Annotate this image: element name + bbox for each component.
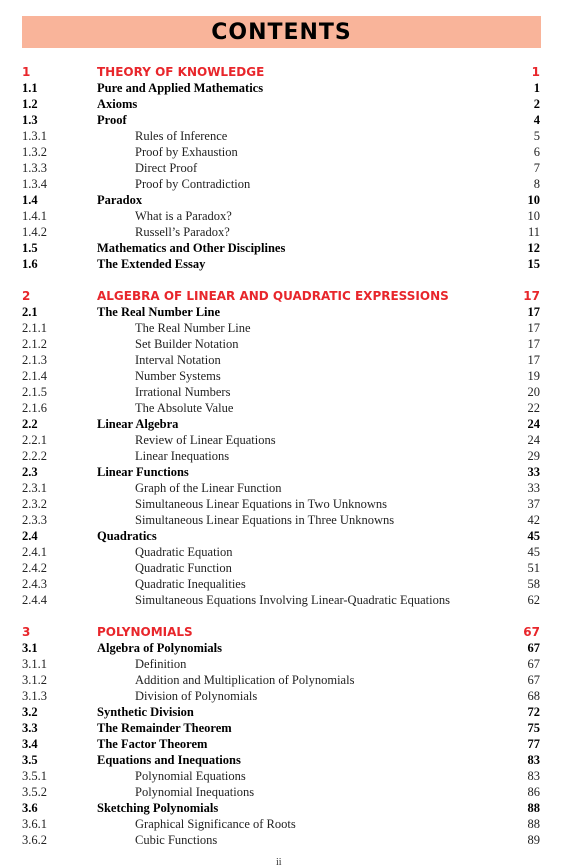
entry-number: 2.4.3 (22, 577, 47, 591)
entry-page: 83 (527, 769, 540, 783)
entry-title: Division of Polynomials (135, 689, 258, 703)
entry-number: 2.2.2 (22, 449, 47, 463)
entry-page: 67 (527, 673, 540, 687)
toc-subsection-row[interactable] (0, 400, 563, 416)
toc-section-row[interactable] (0, 240, 563, 256)
entry-number: 3.4 (22, 737, 38, 751)
entry-title: Polynomial Equations (135, 769, 246, 783)
entry-page: 24 (527, 433, 540, 447)
entry-number: 3.5.2 (22, 785, 47, 799)
entry-page: 17 (527, 337, 540, 351)
chapter-page: 1 (531, 65, 540, 79)
entry-page: 10 (527, 209, 540, 223)
entry-title: Quadratic Inequalities (135, 577, 246, 591)
entry-title: Graph of the Linear Function (135, 481, 282, 495)
entry-page: 12 (527, 241, 540, 255)
entry-page: 11 (527, 225, 540, 239)
table-of-contents (0, 64, 563, 864)
chapter-number: 1 (22, 65, 31, 79)
entry-number: 1.4.2 (22, 225, 47, 239)
entry-page: 45 (527, 529, 540, 543)
entry-number: 1.4 (22, 193, 38, 207)
toc-subsection-row[interactable] (0, 512, 563, 528)
chapter-page: 17 (523, 289, 540, 303)
entry-number: 1.5 (22, 241, 38, 255)
entry-number: 2.1.2 (22, 337, 47, 351)
toc-section-row[interactable] (0, 704, 563, 720)
entry-number: 2.1.3 (22, 353, 47, 367)
chapter-block (0, 624, 563, 848)
entry-page: 7 (533, 161, 540, 175)
entry-number: 3.1.2 (22, 673, 47, 687)
entry-number: 3.6.2 (22, 833, 47, 847)
entry-page: 5 (533, 129, 540, 143)
entry-number: 2.4.4 (22, 593, 47, 607)
entry-title: The Real Number Line (97, 305, 221, 319)
entry-number: 2.3 (22, 465, 38, 479)
entry-number: 1.4.1 (22, 209, 47, 223)
entry-page: 6 (533, 145, 540, 159)
entry-page: 62 (527, 593, 540, 607)
chapter-page: 67 (523, 625, 540, 639)
entry-page: 33 (527, 481, 540, 495)
chapter-title: ALGEBRA OF LINEAR AND QUADRATIC EXPRESSIONS (97, 289, 449, 303)
chapter-block (0, 288, 563, 608)
toc-section-row[interactable] (0, 256, 563, 272)
entry-number: 2.3.1 (22, 481, 47, 495)
toc-subsection-row[interactable] (0, 368, 563, 384)
entry-page: 10 (527, 193, 540, 207)
entry-number: 1.2 (22, 97, 38, 111)
entry-title: Set Builder Notation (135, 337, 239, 351)
toc-subsection-row[interactable] (0, 480, 563, 496)
toc-subsection-row[interactable] (0, 656, 563, 672)
entry-number: 3.3 (22, 721, 38, 735)
toc-subsection-row[interactable] (0, 816, 563, 832)
entry-title: Definition (135, 657, 187, 671)
entry-page: 51 (527, 561, 540, 575)
toc-section-row[interactable] (0, 80, 563, 96)
toc-section-row[interactable] (0, 800, 563, 816)
toc-subsection-row[interactable] (0, 144, 563, 160)
toc-subsection-row[interactable] (0, 496, 563, 512)
toc-subsection-row[interactable] (0, 208, 563, 224)
toc-subsection-row[interactable] (0, 384, 563, 400)
entry-page: 15 (527, 257, 540, 271)
entry-page: 19 (527, 369, 540, 383)
entry-title: Linear Algebra (97, 417, 179, 431)
entry-number: 3.6 (22, 801, 38, 815)
entry-page: 89 (527, 833, 540, 847)
entry-page: 17 (527, 305, 540, 319)
entry-page: 37 (527, 497, 540, 511)
toc-subsection-row[interactable] (0, 544, 563, 560)
entry-page: 77 (527, 737, 540, 751)
entry-title: Axioms (97, 97, 138, 111)
entry-page: 20 (527, 385, 540, 399)
entry-page: 88 (527, 801, 540, 815)
entry-title: Proof by Exhaustion (135, 145, 238, 159)
entry-title: Interval Notation (135, 353, 221, 367)
entry-title: The Real Number Line (135, 321, 251, 335)
toc-subsection-row[interactable] (0, 688, 563, 704)
entry-number: 1.1 (22, 81, 38, 95)
entry-title: Review of Linear Equations (135, 433, 276, 447)
entry-page: 67 (527, 641, 540, 655)
entry-number: 2.1.6 (22, 401, 47, 415)
entry-title: The Absolute Value (135, 401, 234, 415)
toc-section-row[interactable] (0, 736, 563, 752)
entry-page: 2 (533, 97, 540, 111)
chapter-heading[interactable] (0, 64, 563, 80)
entry-title: Simultaneous Linear Equations in Three Unknowns (135, 513, 395, 527)
footer-page-number: ii (276, 857, 282, 868)
entry-number: 3.1 (22, 641, 38, 655)
entry-number: 3.5.1 (22, 769, 47, 783)
toc-subsection-row[interactable] (0, 352, 563, 368)
toc-section-row[interactable] (0, 96, 563, 112)
chapter-block (0, 64, 563, 272)
entry-number: 2.1.1 (22, 321, 47, 335)
toc-subsection-row[interactable] (0, 672, 563, 688)
entry-title: What is a Paradox? (135, 209, 232, 223)
entry-number: 2.4 (22, 529, 38, 543)
entry-title: Rules of Inference (135, 129, 228, 143)
entry-number: 2.1 (22, 305, 38, 319)
toc-subsection-row[interactable] (0, 784, 563, 800)
toc-subsection-row[interactable] (0, 832, 563, 848)
entry-title: Synthetic Division (97, 705, 194, 719)
entry-title: Linear Functions (97, 465, 189, 479)
entry-number: 1.3 (22, 113, 38, 127)
entry-number: 1.3.4 (22, 177, 47, 191)
chapter-heading[interactable] (0, 288, 563, 304)
entry-page: 17 (527, 321, 540, 335)
toc-subsection-row[interactable] (0, 320, 563, 336)
toc-subsection-row[interactable] (0, 224, 563, 240)
toc-subsection-row[interactable] (0, 768, 563, 784)
entry-number: 2.1.4 (22, 369, 47, 383)
entry-title: The Extended Essay (97, 257, 206, 271)
entry-page: 33 (527, 465, 540, 479)
entry-number: 3.5 (22, 753, 38, 767)
chapter-number: 2 (22, 289, 31, 303)
entry-page: 29 (527, 449, 540, 463)
entry-number: 2.4.2 (22, 561, 47, 575)
entry-number: 1.3.3 (22, 161, 47, 175)
entry-number: 2.2 (22, 417, 38, 431)
entry-title: Algebra of Polynomials (97, 641, 222, 655)
entry-title: Addition and Multiplication of Polynomials (135, 673, 355, 687)
entry-page: 75 (527, 721, 540, 735)
toc-subsection-row[interactable] (0, 560, 563, 576)
entry-title: Equations and Inequations (97, 753, 241, 767)
chapter-title: POLYNOMIALS (97, 625, 193, 639)
toc-subsection-row[interactable] (0, 176, 563, 192)
entry-number: 3.6.1 (22, 817, 47, 831)
entry-page: 22 (527, 401, 540, 415)
page-title: CONTENTS (211, 19, 352, 45)
entry-page: 17 (527, 353, 540, 367)
chapter-title: THEORY OF KNOWLEDGE (97, 65, 265, 79)
entry-page: 58 (527, 577, 540, 591)
entry-page: 83 (527, 753, 540, 767)
entry-number: 2.2.1 (22, 433, 47, 447)
entry-number: 2.1.5 (22, 385, 47, 399)
entry-title: Simultaneous Equations Involving Linear-Quadratic Equations (135, 593, 450, 607)
chapter-number: 3 (22, 625, 31, 639)
entry-title: Sketching Polynomials (97, 801, 219, 815)
entry-title: Linear Inequations (135, 449, 230, 463)
entry-title: Russell’s Paradox? (135, 225, 230, 239)
toc-subsection-row[interactable] (0, 432, 563, 448)
entry-title: Quadratics (97, 529, 157, 543)
entry-page: 42 (527, 513, 540, 527)
entry-page: 1 (533, 81, 540, 95)
toc-subsection-row[interactable] (0, 592, 563, 608)
entry-number: 3.1.3 (22, 689, 47, 703)
entry-number: 3.1.1 (22, 657, 47, 671)
entry-title: The Factor Theorem (97, 737, 208, 751)
entry-page: 88 (527, 817, 540, 831)
entry-page: 4 (533, 113, 540, 127)
toc-subsection-row[interactable] (0, 160, 563, 176)
entry-title: Pure and Applied Mathematics (97, 81, 264, 95)
entry-title: Graphical Significance of Roots (135, 817, 296, 831)
contents-banner (22, 16, 541, 48)
toc-section-row[interactable] (0, 304, 563, 320)
entry-title: The Remainder Theorem (97, 721, 232, 735)
entry-page: 67 (527, 657, 540, 671)
entry-page: 24 (527, 417, 540, 431)
entry-title: Direct Proof (135, 161, 198, 175)
entry-title: Paradox (97, 193, 143, 207)
toc-subsection-row[interactable] (0, 128, 563, 144)
toc-section-row[interactable] (0, 416, 563, 432)
entry-page: 8 (533, 177, 540, 191)
entry-title: Proof (97, 113, 127, 127)
toc-subsection-row[interactable] (0, 576, 563, 592)
entry-title: Polynomial Inequations (135, 785, 255, 799)
entry-number: 1.3.1 (22, 129, 47, 143)
entry-number: 2.3.3 (22, 513, 47, 527)
toc-subsection-row[interactable] (0, 336, 563, 352)
entry-number: 2.3.2 (22, 497, 47, 511)
entry-title: Mathematics and Other Disciplines (97, 241, 286, 255)
toc-section-row[interactable] (0, 192, 563, 208)
entry-title: Quadratic Equation (135, 545, 233, 559)
toc-section-row[interactable] (0, 720, 563, 736)
entry-title: Quadratic Function (135, 561, 232, 575)
entry-title: Proof by Contradiction (135, 177, 251, 191)
toc-section-row[interactable] (0, 528, 563, 544)
toc-subsection-row[interactable] (0, 448, 563, 464)
entry-title: Cubic Functions (135, 833, 218, 847)
chapter-heading[interactable] (0, 624, 563, 640)
toc-section-row[interactable] (0, 640, 563, 656)
toc-section-row[interactable] (0, 112, 563, 128)
toc-section-row[interactable] (0, 752, 563, 768)
entry-title: Number Systems (135, 369, 221, 383)
entry-page: 72 (527, 705, 540, 719)
entry-number: 2.4.1 (22, 545, 47, 559)
toc-section-row[interactable] (0, 464, 563, 480)
entry-number: 1.3.2 (22, 145, 47, 159)
entry-number: 1.6 (22, 257, 38, 271)
entry-page: 45 (527, 545, 540, 559)
entry-number: 3.2 (22, 705, 38, 719)
entry-page: 86 (527, 785, 540, 799)
entry-title: Simultaneous Linear Equations in Two Unknowns (135, 497, 387, 511)
entry-page: 68 (527, 689, 540, 703)
entry-title: Irrational Numbers (135, 385, 231, 399)
